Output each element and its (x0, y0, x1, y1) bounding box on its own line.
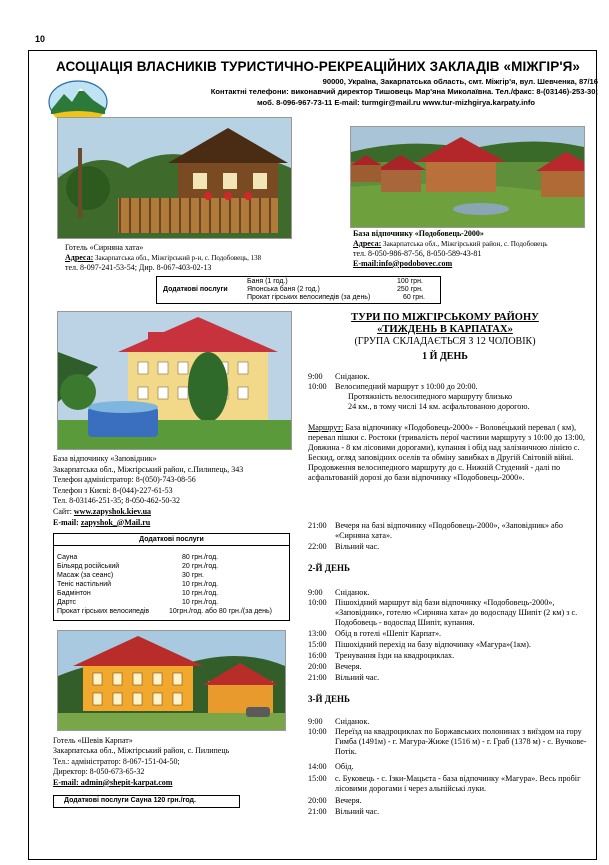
base-zapovidnyk-mail-label: E-mail: (53, 517, 81, 527)
schedule-time: 22:00 (308, 542, 327, 551)
services2-row-value: 10 грн./год. (182, 581, 219, 588)
base-zapovidnyk-tel2: Телефон з Києві: 8-(044)-227-61-53 (53, 485, 173, 495)
hotel-shepit-name: Готель «Шевів Карпат» (53, 736, 133, 745)
services1-row-name: Прокат гірських велосипедів (за день) (247, 294, 371, 301)
tour-title-2: «ТИЖДЕНЬ В КАРПАТАХ» (377, 324, 513, 335)
tour-day2-heading: 2-Й ДЕНЬ (308, 563, 350, 573)
services2-row-value: 80 грн./год. (182, 554, 219, 561)
schedule-time: 10:00 (308, 382, 327, 391)
services2-row-value: 20 грн./год. (182, 563, 219, 570)
schedule-text: Переїзд на квадроциклах по Боржавських полонинах з виїздом на гору Гимба (1491м) - г. Магура-Жиже (1516 м) - г. Граб (1378 м) - с. Вучкове-Потік. (335, 727, 587, 756)
services2-row-name: Прокат гірських велосипедів (57, 608, 150, 615)
base-podobovets-photo (350, 126, 585, 228)
tour-subtitle: (ГРУПА СКЛАДАЄТЬСЯ З 12 ЧОЛОВІК) (354, 336, 536, 347)
schedule-time: 9:00 (308, 372, 323, 381)
services2-title: Додаткові послуги (139, 536, 204, 543)
hotel-syrnyana-name: Готель «Сирняна хата» (65, 243, 144, 252)
tour-day1-heading: 1 Й ДЕНЬ (422, 351, 468, 362)
services2-row-name: Сауна (57, 554, 78, 561)
base-podobovets-addr-label: Адреса: (353, 238, 382, 248)
header-contacts: Контактні телефони: виконавчий директор Тишовець Мар'яна Миколаївна. Тел./факс: 8-(03146)-253-30; (210, 87, 598, 96)
base-podobovets-addr: Закарпатська обл., Міжгірський район, с. Подобовець (381, 239, 548, 248)
schedule-text: Вечеря. (335, 796, 362, 805)
schedule-text: 24 км., в тому числі 14 км. асфальтованою дорогою. (348, 402, 530, 411)
schedule-time: 20:00 (308, 796, 327, 805)
hotel-syrnyana-addr-label: Адреса: (65, 252, 94, 262)
schedule-time: 15:00 (308, 774, 327, 783)
services1-label: Додаткові послуги (163, 286, 228, 293)
route-text: База відпочинку «Подобовець-2000» - Волове́цький перевал ( км), перевал пішки с. Ростоки (тривалість пе́рої частини маршруту з 10:00 до 13:00, Довжина - 8 км лісовими дорогами), купання і обід над залізничною лінією с. Бескид, огляд заповідних оселів та обміну завибках в Другій Світовій війні. Продовження велосипедного маршруту до с. Нижній Студений - далі по асфальтованій дорозі до бази відпочинку «Подобовець-2000». (308, 423, 585, 482)
services2-row-value: 30 грн. (182, 572, 204, 579)
schedule-time: 21:00 (308, 807, 327, 816)
base-zapovidnyk-addr: Закарпатська обл., Міжгірський район, с.Пилипець, 343 (53, 464, 244, 474)
base-podobovets-caption (353, 229, 548, 268)
association-title: АСОЦІАЦІЯ ВЛАСНИКІВ ТУРИСТИЧНО-РЕКРЕАЦІЙНИХ ЗАКЛАДІВ «МІЖГІР'Я» (55, 59, 581, 74)
schedule-text: Пішохідний маршрут від бази відпочинку «Подобовець-2000», «Заповідник», готелю «Сирняна хата» до водоспаду Шипіт (2 км) з с. Подобовець - водоспад Шипіт, купання. (335, 598, 578, 627)
services2-row-name: Більярд російський (57, 563, 120, 570)
page-number: 10 (35, 34, 46, 44)
base-podobovets-name: База відпочинку «Подобовець-2000» (353, 229, 484, 238)
services2-row-name: Теніс настільний (57, 581, 112, 588)
hotel-shepit-photo (57, 630, 286, 731)
hotel-shepit-services-text: Додаткові послуги Сауна 120 грн./год. (64, 797, 196, 804)
base-zapovidnyk-mail-link[interactable]: zapyshok_@Mail.ru (80, 517, 151, 527)
hotel-shepit-addr: Закарпатська обл., Міжгірський район, с. Пилипець (53, 746, 230, 756)
services2-row-value: 10 грн./год. (182, 599, 219, 606)
services2-row-value: 10грн./год. або 80 грн./(за день) (169, 608, 272, 615)
schedule-text: Обід в готелі «Шепіт Карпат». (335, 629, 442, 638)
base-podobovets-services (156, 276, 441, 304)
schedule-time: 14:00 (308, 762, 327, 771)
schedule-text: Вільний час. (335, 673, 380, 682)
services1-row-value: 100 грн. (397, 278, 423, 285)
schedule-text: с. Буковець - с. Ізки-Мацьєта - база відпочинку «Магура». Весь пробіг лісовими дорогами і через альпійські луки. (335, 774, 581, 793)
schedule-text: Вільний час. (335, 807, 380, 816)
header-web: моб. 8-096-967-73-11 E-mail: turmgir@mail.ru www.tur-mizhgirya.karpaty.info (257, 98, 535, 107)
tour-day3-heading: 3-Й ДЕНЬ (308, 694, 350, 704)
schedule-text: Пішохідний перехід на базу відпочинку «Магура»(1км). (335, 640, 531, 649)
schedule-text: Сніданок. (335, 717, 370, 726)
schedule-text: Велосипедний маршрут з 10:00 до 20:00. (335, 382, 478, 391)
services2-row-name: Дартс (57, 599, 77, 606)
services1-row-value: 60 грн. (403, 294, 425, 301)
base-zapovidnyk-services (53, 533, 290, 621)
schedule-text: Сніданок. (335, 588, 370, 597)
base-podobovets-mail[interactable]: E-mail:info@podobovec.com (353, 258, 453, 268)
hotel-shepit-tel2: Директор: 8-050-673-65-32 (53, 767, 145, 777)
hotel-shepit-tel1: Тел.: адміністратор: 8-067-151-04-50; (53, 756, 180, 766)
schedule-time: 20:00 (308, 662, 327, 671)
hotel-shepit-mail[interactable]: E-mail: admin@shepit-karpat.com (53, 777, 173, 787)
base-zapovidnyk-site-link[interactable]: www.zapyshok.kiev.ua (73, 506, 152, 516)
base-zapovidnyk-photo (57, 311, 292, 450)
route-label: Маршрут: (308, 423, 344, 432)
tour-route (308, 423, 586, 482)
schedule-time: 13:00 (308, 629, 327, 638)
base-zapovidnyk-site-label: Сайт: (53, 506, 74, 516)
schedule-time: 16:00 (308, 651, 327, 660)
schedule-text: Тренування їзди на квадроциклах. (335, 651, 455, 660)
schedule-text: Вечеря. (335, 662, 362, 671)
schedule-text: Сніданок. (335, 372, 370, 381)
services1-row-name: Японська баня (2 год.) (247, 286, 320, 293)
schedule-time: 15:00 (308, 640, 327, 649)
schedule-time: 9:00 (308, 588, 323, 597)
services1-row-value: 250 грн. (397, 286, 423, 293)
tour-heading (302, 312, 588, 364)
base-podobovets-tel: тел. 8-050-986-87-56, 8-050-589-43-81 (353, 249, 482, 259)
schedule-text: Вільний час. (335, 542, 380, 551)
hotel-syrnyana-tel: тел. 8-097-241-53-54; Дир. 8-067-403-02-13 (65, 263, 212, 273)
services1-row-name: Баня (1 год.) (247, 278, 288, 285)
schedule-time: 10:00 (308, 727, 327, 736)
services2-row-name: Бадмінтон (57, 590, 91, 597)
header-address: 90000, Україна, Закарпатська область, смт. Міжгір'я, вул. Шевченка, 87/16 (322, 77, 598, 86)
schedule-text: Обід. (335, 762, 354, 771)
schedule-time: 21:00 (308, 521, 327, 530)
services2-row-name: Масаж (за сеанс) (57, 572, 114, 579)
schedule-text: Вечеря на базі відпочинку «Подобовець-2000», «Заповідник» або «Сирняна хата». (335, 521, 563, 540)
base-zapovidnyk-caption (53, 454, 243, 528)
schedule-time: 9:00 (308, 717, 323, 726)
hotel-shepit-caption (53, 736, 229, 788)
services2-row-value: 10 грн./год. (182, 590, 219, 597)
hotel-syrnyana-addr: Закарпатська обл., Міжгірський р-н, с. Подобовець, 138 (93, 253, 262, 262)
base-zapovidnyk-name: База відпочинку «Заповідник» (53, 454, 157, 463)
schedule-time: 21:00 (308, 673, 327, 682)
hotel-syrnyana-photo (57, 117, 292, 239)
hotel-shepit-services (53, 795, 240, 808)
base-zapovidnyk-tel1: Телефон адміністратор: 8-(050)-743-08-56 (53, 475, 196, 485)
schedule-text: Протяжність велосипедного маршруту близько (348, 392, 513, 401)
base-zapovidnyk-tel3: Тел. 8-03146-251-35; 8-050-462-50-32 (53, 496, 180, 506)
tour-title-1: ТУРИ ПО МІЖГІРСЬКОМУ РАЙОНУ (351, 312, 539, 323)
hotel-syrnyana-caption (65, 243, 261, 273)
schedule-time: 10:00 (308, 598, 327, 607)
